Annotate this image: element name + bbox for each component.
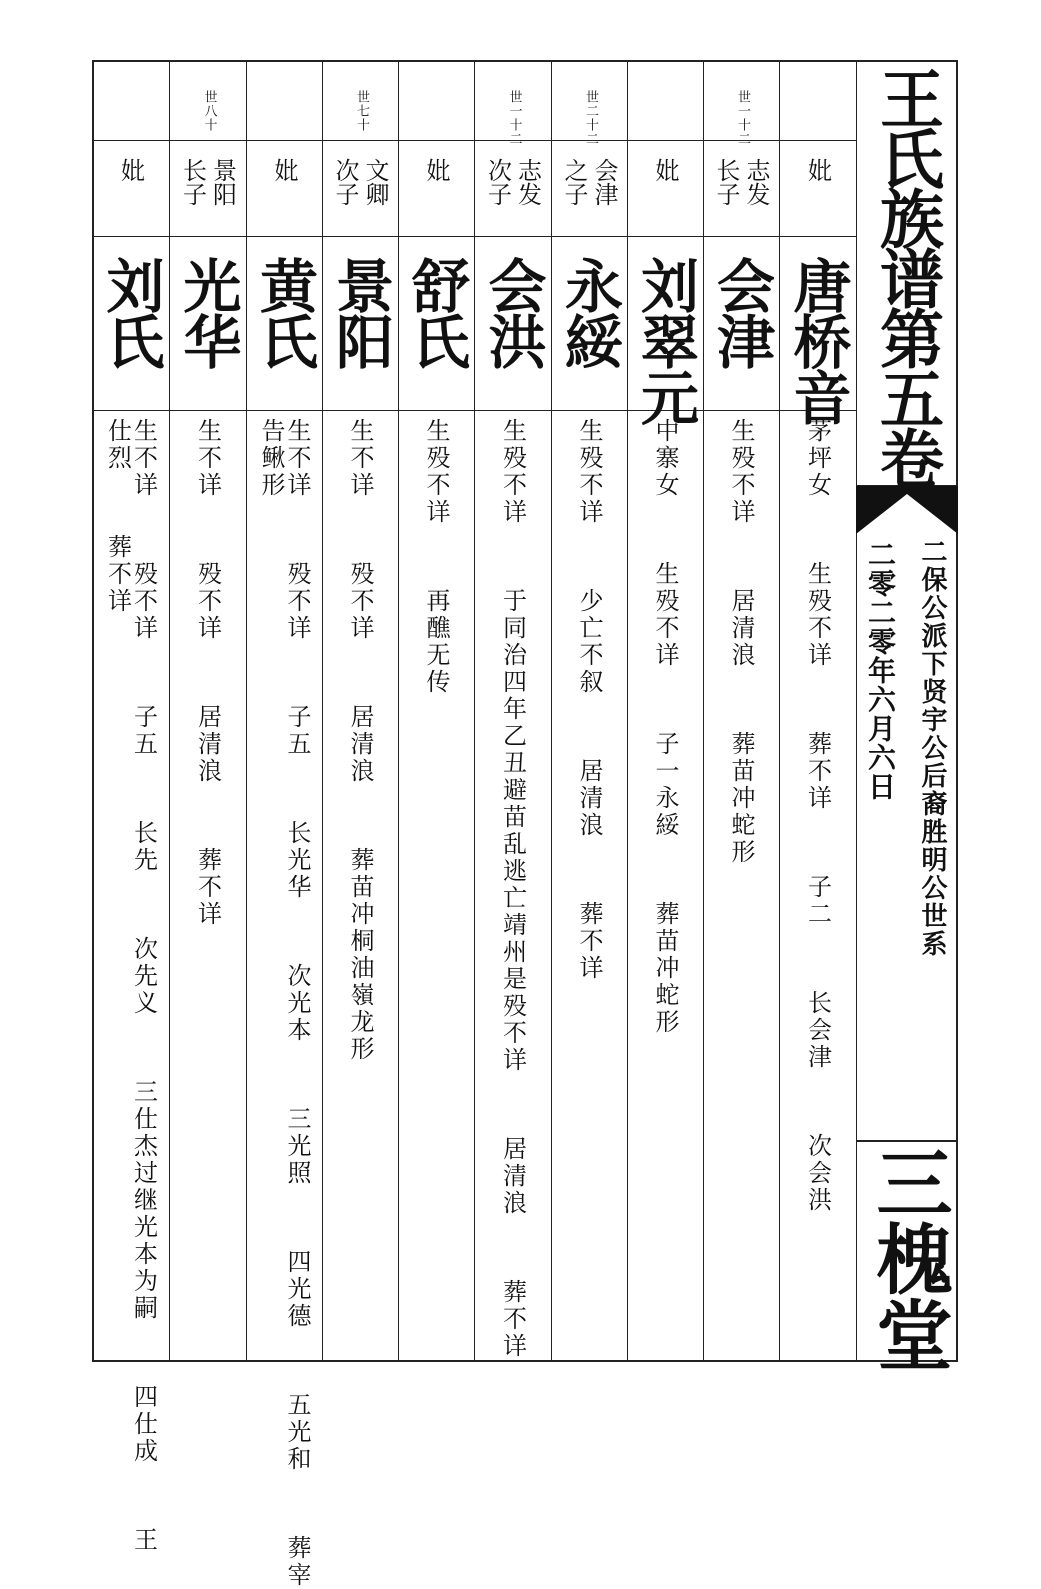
generation-label: 世一十二 <box>506 90 522 146</box>
person-name: 舒氏 <box>402 256 470 368</box>
person-name: 黄氏 <box>250 256 318 368</box>
column-line <box>169 60 170 1362</box>
person-description: 生不详 殁不详 子五 长先 次先义 三仕杰过继光本为嗣 四仕成 王 仕烈 葬不详 <box>103 418 158 1554</box>
person-name: 刘翠元 <box>631 256 699 424</box>
column-line <box>779 60 780 1362</box>
relation-label: 妣 <box>270 158 298 182</box>
person-description: 生不详 殁不详 居清浪 葬不详 <box>193 418 222 928</box>
person-name: 会津 <box>707 256 775 368</box>
relation-label: 景阳 长子 <box>178 158 237 206</box>
branch-subtitle: 二保公派下贤宇公后裔胜明公世系 <box>917 538 947 958</box>
column-line <box>627 60 628 1362</box>
person-description: 生殁不详 于同治四年乙丑避苗乱逃亡靖州是殁不详 居清浪 葬不详 <box>498 418 527 1360</box>
relation-label: 妣 <box>803 158 832 182</box>
relation-label: 妣 <box>116 158 145 182</box>
hall-divider <box>856 1140 958 1142</box>
column-line <box>398 60 399 1362</box>
person-description: 生殁不详 少亡不叙 居清浪 葬不详 <box>575 418 603 982</box>
person-description: 中寨女 生殁不详 子一永綏 葬苗冲蛇形 <box>651 418 679 1036</box>
column-line <box>703 60 704 1362</box>
generation-label: 世八十 <box>201 90 217 132</box>
relation-label: 妣 <box>422 158 450 182</box>
column-line <box>856 60 857 1362</box>
ribbon-ornament <box>856 486 958 536</box>
person-description: 茅坪女 生殁不详 葬不详 子二 长会津 次会洪 <box>803 418 832 1214</box>
person-description: 生殁不详 再醮无传 <box>422 418 450 696</box>
column-line <box>246 60 247 1362</box>
person-name: 光华 <box>173 256 242 368</box>
compile-date: 二零二零年六月六日 <box>864 540 897 801</box>
relation-label: 志发 次子 <box>483 158 542 206</box>
row-line <box>92 236 856 237</box>
relation-label: 文卿 次子 <box>331 158 389 206</box>
hall-name: 三槐堂 <box>864 1144 953 1372</box>
person-name: 景阳 <box>326 256 394 368</box>
person-name: 唐桥音 <box>783 256 852 424</box>
generation-label: 世二十二 <box>583 90 598 146</box>
person-description: 生不详 殁不详 子五 长光华 次光本 三光照 四光德 五光和 葬宰 告鳅形 <box>257 418 311 1589</box>
relation-label: 妣 <box>651 158 679 182</box>
person-name: 刘氏 <box>96 256 165 368</box>
row-line <box>92 410 856 411</box>
person-name: 会洪 <box>478 256 547 368</box>
page-title: 王氏族谱第五卷 <box>869 66 943 486</box>
generation-label: 世一十二 <box>735 90 750 146</box>
person-description: 生不详 殁不详 居清浪 葬苗冲桐油嶺龙形 <box>346 418 374 1063</box>
person-name: 永綏 <box>555 256 623 368</box>
generation-label: 世七十 <box>354 90 369 132</box>
person-description: 生殁不详 居清浪 葬苗冲蛇形 <box>727 418 755 866</box>
relation-label: 会津 之子 <box>560 158 618 206</box>
column-line <box>551 60 552 1362</box>
relation-label: 志发 长子 <box>712 158 770 206</box>
column-line <box>474 60 475 1362</box>
column-line <box>322 60 323 1362</box>
